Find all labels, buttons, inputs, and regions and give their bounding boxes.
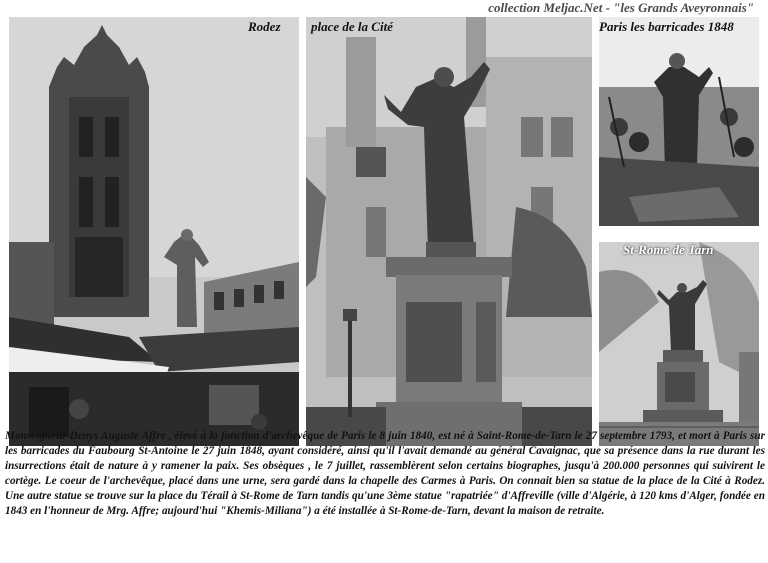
barricades-engraving-image — [599, 17, 759, 226]
st-rome-statue-image — [599, 242, 759, 446]
photo-st-rome — [599, 242, 759, 446]
collection-header: collection Meljac.Net - "les Grands Aveyronnais" — [488, 0, 754, 15]
photo-place-de-la-cite — [306, 17, 592, 446]
photo-rodez — [9, 17, 299, 446]
photo-barricades — [599, 17, 759, 226]
caption-barricades: Paris les barricades 1848 — [599, 19, 734, 34]
caption-rodez: Rodez — [248, 19, 281, 34]
caption-st-rome: St-Rome de Tarn — [623, 242, 714, 257]
caption-place: place de la Cité — [311, 19, 393, 34]
biography-paragraph: Monseigneur Denys Auguste Affre , élevé à la fonction d'archevêque de Paris le 8 juin 1840, est né à Saint-Rome-de-Tarn le 27 septembre 1793, et mort à Paris sur les barricades du Faubourg St-Antoine le 27 juin 1848, ayant considéré, ainsi qu'il l'avait demandé au général Cavaignac, que sa présence dans la rue durant les insurrections était de nature à y ramener la paix. Ses obsèques , le 7 juillet, rassemblèrent selon certains biographes, jusqu'à 200.000 personnes qui suivirent le cortège. Le coeur de l'archevêque, placé dans une urne, sera gardé dans la chapelle des Carmes à Paris. On connait bien sa statue de la place de la Cité à Rodez. Une autre statue se trouve sur la place du Térail à St-Rome de Tarn tandis qu'une 3ème statue "rapatriée" d'Affreville (ville d'Algérie, à 120 kms d'Alger, fondée en 1843 en l'honneur de Mrg. Affre; aujourd'hui "Khemis-Miliana") a été installée à St-Rome-de-Tarn, devant la maison de retraite. — [5, 430, 765, 517]
statue-place-image — [306, 17, 592, 446]
rodez-cathedral-image — [9, 17, 299, 446]
